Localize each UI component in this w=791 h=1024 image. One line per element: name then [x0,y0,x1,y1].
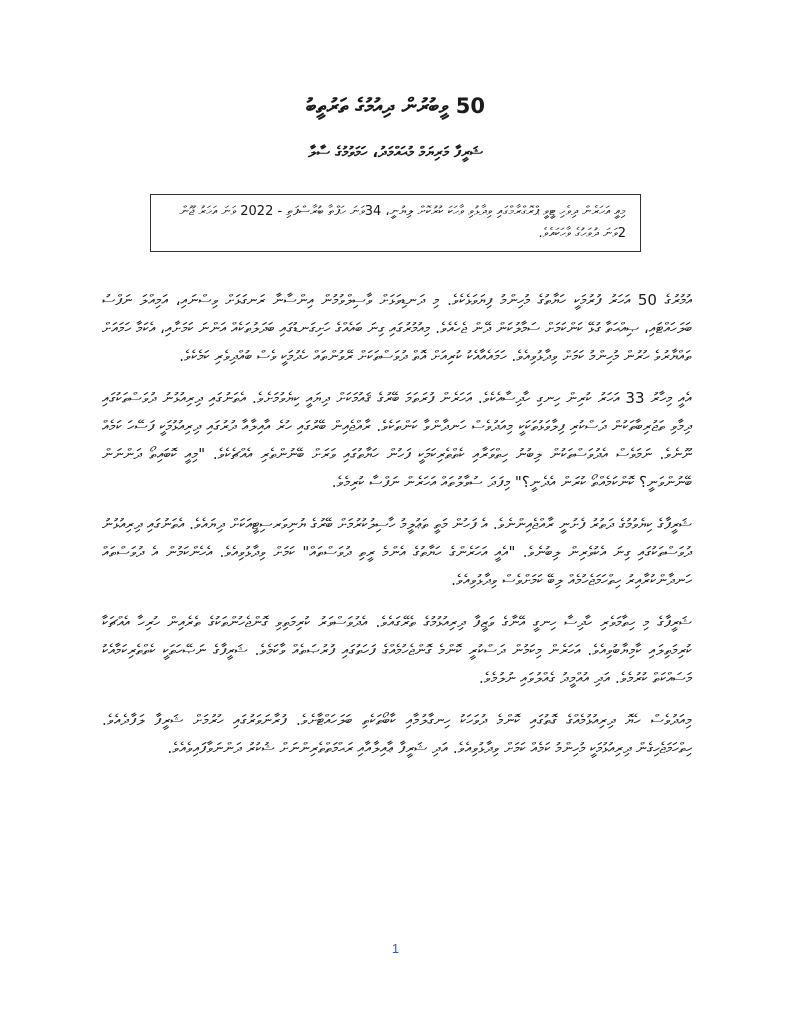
note-box [150,194,641,252]
body-text [102,286,692,776]
paragraph: އެއީ މިހާރު 33 އަހަރު ކުރިން ހިނގި ހާދިސާއެކެވެ. އަހަރެން ފުރަތަމަ ބޭރުގެ ޤައުމަކަށް ދިޔައީ ކިޔެވުމަށެވެ. އެތަނުގައި ދިރިއުޅުނު ދުވަސްތަކުގައި ދިމާވި ތަޖުރިބާތަކުން ދަސްކުރި ފިލާވަޅުތަކަކީ މިއަދުވެސް ހަނދާންވާ ކަންތަކެވެ. ރާއްޖެއިން ބޭރުގައި ހުރެ އާއިލާއާ ދުރުގައި ދިރިއުޅުމަކީ ފަސޭހަ ކަމެއް ނޫނެވެ. ނަމަވެސް އެދުވަސްތަކުން ލިބުނު ހިތްވަރާއި ކެތްތެރިކަމަކީ ފަހުން ހަޔާތުގައި ވަރަށް ބޭނުންތެރި އެއްޗެކެވެ. "މިއީ ކޮބައިތޯ ދަންނަން ބޭނުންވަނީ؟ ކޮންކަމެއްތޯ ކުރަން އެދެނީ؟" މިފަދަ ސުވާލުތައް އަހަރެން ނަފްސާ ކުރިމެވެ. [102,389,692,491]
document-title: 50 ވީބުރުން ދިއުމުގެ ތަރުތީބު [305,94,486,118]
paragraph: އުމުރުގެ 50 އަހަރު ފުރުމަކީ ހަޔާތުގެ މުހިންމު ފިޔަވަޅެކެވެ. މި ދަނޑިވަޅަށް ވާސިލްވުމުން އިންސާނާ ރަނގަޅަށް ވިސްނައި، އަމިއްލަ ނަފްސު ބަލަހައްޓައި، ޞިއްޙަތާ ގުޅޭ ކަންކަމަށް ސަމާލުކަން ދޭން ޖެހެއެވެ. މިއުމުރުގައި ގިނަ ބައެއްގެ ހަށިގަނޑުގައި ބަދަލުތަކެއް އަންނަ ކަމަށާއި، އެކަމާ ހަމައަށް ތައްޔާރުވެ ހުރުން މުހިންމު ކަމަށް ވިދާޅުވިއެވެ. ހަމައެއާއެކު ކުރިއަށް އޮތް ދުވަސްތަކަށް ރޭވުންތައް ހެދުމަކީ ވެސް ބުއްދިވެރި ކަމެކެވެ. [102,291,692,365]
document-byline: ޝަރީފާ މަރިޔަމް މުޙައްމަދު، ހަމަވުމުގެ ސާލާ [308,143,483,161]
paragraph: މިއަދުވެސް ހެޔޮ ދިރިއުޅުމެއްގެ ގޮތުގައި ކޮންމެ ދުވަހަކު ހިނގާލުމާއި ކާބޯތަކެތި ބަލަހައްޓާށެވެ. ފުރާނަވަރުގައި ހުރުމަށް ޝަރީފާ ލަފާދެއެވެ. ހިތްހަމަޖެހިގެން ދިރިއުޅުމަކީ މުހިންމު ކަމެއް ކަމަށް ވިދާޅުވިއެވެ. އަދި ޝަރީފާ ޢާއިލާއާއި ރަޙްމަތްތެރިންނަށް ޝުކުރު ދަންނަވާފައިވެއެވެ. [102,711,692,757]
page-number: 1 [391,941,400,956]
paragraph: ޝަރީފާގެ ކިޔެވުމުގެ ދަތުރު ފެށުނީ ރާއްޖެއިންނެވެ. އެ ފަހުން މަތީ ތަޢުލީމު ހާސިލުކުރުމަށް ބޭރުގެ ޔުނިވަރސިޓީއަކަށް ދިޔައެވެ. އެތަނުގައި ދިރިއުޅުނު ދުވަސްތަކުގައި ގިނަ އެކުވެރިން ލިބުނެވެ. "އެއީ އަހަރެންގެ ހަޔާތުގެ އެންމެ ރީތި ދުވަސްތައް" ކަމަށް ވިދާޅުވިއެވެ. އެހެންކަމުން އެ ދުވަސްތައް ހަނދާންކުރާއިރު ހިތްހަމަޖެހުމެއް ލިބޭ ކަމަށްވެސް ވިދާޅުވިއެވެ. [102,515,692,589]
paragraph: ޝަރީފާގެ މި ހިތާމަވެރި ހާދިސާ ހިނގީ އޭނާގެ ވަޒީފާ ދިރިއުޅުމުގެ ތެރޭގައެވެ. އެދުވަސްވަރު ކުރިމަތިވި ގޮންޖެހުންތަކުގެ ތެރެއިން ހުރިހާ އެއްޗަކާ ކުރިމަތިލައި ކާމިޔާބުވިއެވެ. އަހަރެން މިކަމުން ދަސްކުރީ ކޮންމެ ގޮންޖެހުމެއްގެ ފަހަތުގައި ފުރުޞަތެއް ވާކަމެވެ. ޝަރީފާގެ ނަޞޭހަތަކީ ކެތްތެރިކަމާއެކު މަސައްކަތް ކުރުމެވެ. އަދި އުއްމީދު ގެއްލުވައި ނުލުމެވެ. [102,613,692,687]
note-text: މިއީ އަހަރެން ދިވެހި ޓީވީ ޕްރޮގްރާމްގައި ވިދާޅުވި ވާހަކަ ކުރުކޮށް ލިޔުނީ، 34ވަނަ ހަފްތާ ބުރާސްފަތި - 2022 ވަނަ އަހަރު ޖޫން 2ވަނަ ދުވަހުގެ ވާހަކައެވެ. [179,204,626,241]
